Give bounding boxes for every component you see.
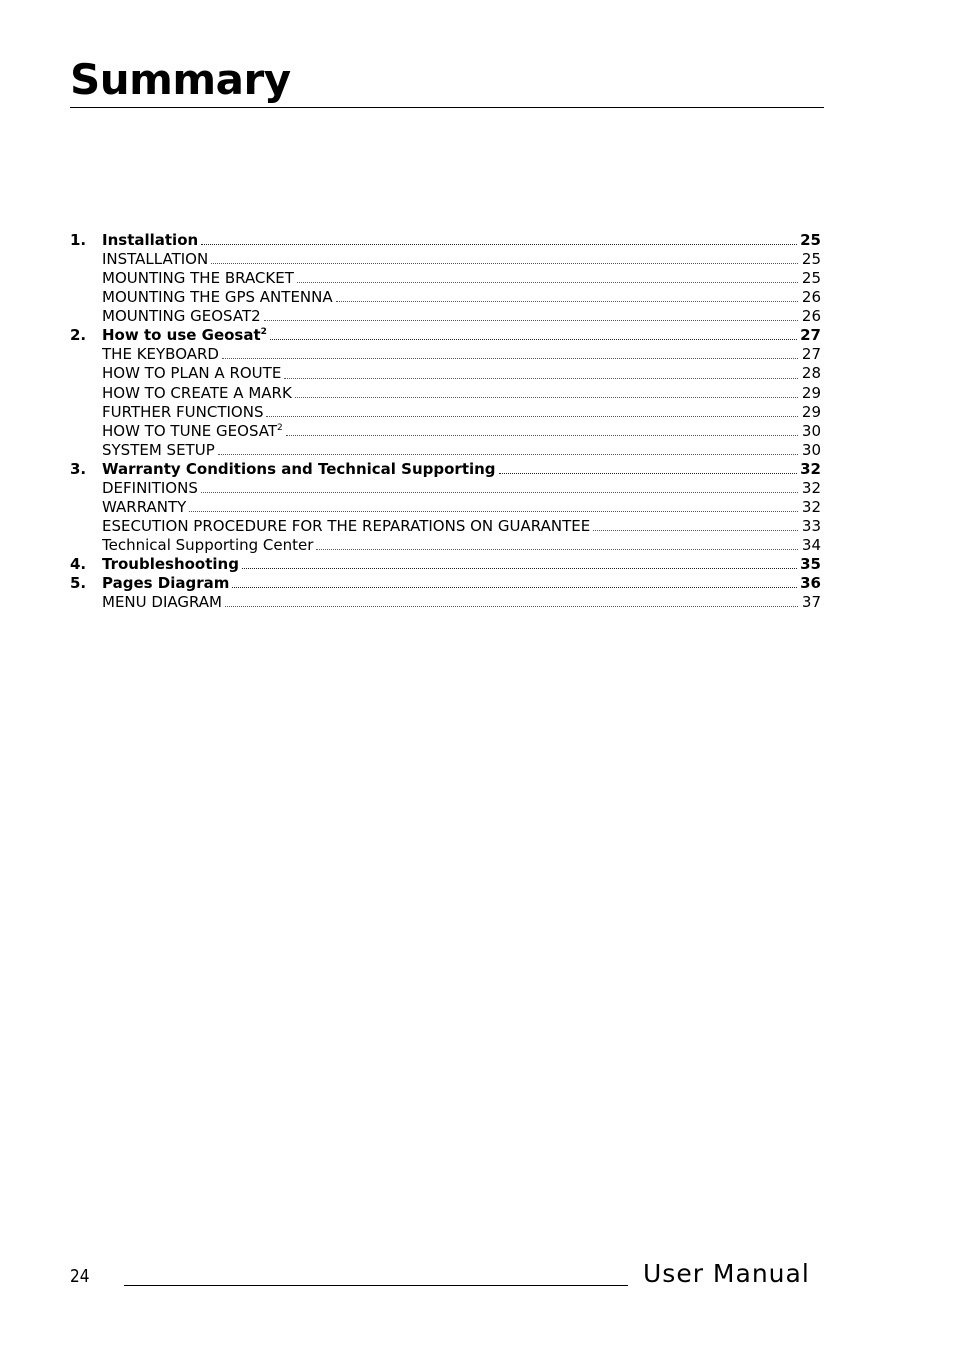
toc-dot-leader — [242, 564, 797, 569]
page-number: 24 — [70, 1266, 90, 1287]
toc-entry-page: 26 — [801, 307, 821, 326]
toc-entry-label — [102, 479, 198, 498]
toc-entry-label-text: ESECUTION PROCEDURE FOR THE REPARATIONS ON GUARANTEE — [102, 516, 591, 535]
toc-entry-superscript: 2 — [277, 422, 283, 433]
toc-dot-leader — [225, 602, 798, 607]
toc-entry-page: 29 — [801, 383, 821, 402]
toc-dot-leader — [266, 412, 798, 417]
toc-entry-label — [102, 574, 229, 593]
toc-section-entry[interactable] — [70, 288, 821, 307]
toc-entry-page: 35 — [800, 555, 821, 574]
toc-entry-label-text: DEFINITIONS — [102, 478, 198, 497]
toc-dot-leader — [222, 354, 798, 359]
toc-entry-page: 30 — [801, 440, 821, 459]
toc-entry-label — [102, 593, 222, 612]
toc-entry-label-text: How to use Geosat — [102, 326, 261, 345]
toc-section-entry[interactable] — [70, 422, 821, 441]
toc-entry-page: 33 — [801, 516, 821, 535]
toc-section-entry[interactable] — [70, 364, 821, 383]
toc-dot-leader — [286, 431, 798, 436]
toc-dot-leader — [316, 545, 798, 550]
toc-section-entry[interactable] — [70, 479, 821, 498]
toc-entry-label — [102, 288, 333, 307]
toc-entry-label — [102, 364, 281, 383]
toc-section-entry[interactable] — [70, 307, 821, 326]
toc-entry-label — [102, 403, 263, 422]
footer-divider — [124, 1285, 628, 1286]
toc-entry-label-text: WARRANTY — [102, 497, 187, 516]
toc-entry-page: 25 — [801, 250, 821, 269]
toc-chapter-entry[interactable] — [70, 231, 821, 250]
toc-entry-label — [102, 517, 590, 536]
toc-entry-number: 2. — [70, 326, 87, 345]
toc-entry-label-text: Pages Diagram — [102, 574, 230, 593]
toc-dot-leader — [270, 335, 797, 340]
toc-entry-number: 5. — [70, 574, 87, 593]
toc-dot-leader — [264, 316, 798, 321]
toc-entry-label-text: Installation — [102, 231, 199, 249]
toc-section-entry[interactable] — [70, 403, 821, 422]
toc-entry-label-text: HOW TO TUNE GEOSAT — [102, 421, 277, 440]
toc-section-entry[interactable] — [70, 345, 821, 364]
toc-section-entry[interactable] — [70, 269, 821, 288]
toc-entry-number: 1. — [70, 231, 87, 249]
toc-entry-label — [102, 555, 239, 574]
toc-section-entry[interactable] — [70, 250, 821, 269]
toc-entry-label-text: Technical Supporting Center — [102, 536, 314, 554]
toc-entry-label-text: HOW TO CREATE A MARK — [102, 383, 292, 402]
toc-entry-label — [102, 345, 219, 364]
toc-dot-leader — [189, 507, 798, 512]
toc-entry-page: 37 — [801, 593, 821, 612]
toc-entry-label — [102, 269, 294, 288]
toc-dot-leader — [336, 297, 798, 302]
toc-entry-label-text: Troubleshooting — [102, 555, 239, 574]
toc-chapter-entry[interactable] — [70, 460, 821, 479]
toc-section-entry[interactable] — [70, 384, 821, 403]
toc-entry-page: 30 — [801, 421, 821, 440]
toc-entry-label — [102, 441, 215, 460]
toc-entry-superscript: 2 — [260, 327, 267, 338]
toc-entry-label — [102, 384, 292, 403]
toc-dot-leader — [232, 583, 797, 588]
toc-entry-label-text: THE KEYBOARD — [102, 345, 219, 364]
toc-entry-number: 4. — [70, 555, 87, 574]
toc-entry-number: 3. — [70, 459, 87, 478]
title-divider — [70, 107, 824, 108]
table-of-contents — [70, 231, 821, 612]
toc-entry-label — [102, 250, 208, 269]
toc-section-entry[interactable] — [70, 498, 821, 517]
toc-entry-label — [102, 498, 186, 517]
toc-dot-leader — [211, 259, 798, 264]
toc-entry-label — [102, 307, 261, 326]
toc-entry-page: 26 — [801, 288, 821, 307]
toc-entry-page: 36 — [800, 574, 821, 593]
toc-dot-leader — [201, 488, 798, 493]
toc-entry-label-text: HOW TO PLAN A ROUTE — [102, 364, 282, 383]
toc-entry-page: 29 — [801, 402, 821, 421]
toc-entry-label — [102, 422, 283, 441]
toc-chapter-entry[interactable] — [70, 326, 821, 345]
toc-dot-leader — [297, 278, 798, 283]
toc-entry-page: 32 — [801, 497, 821, 516]
toc-dot-leader — [201, 240, 797, 245]
toc-entry-label-text: MENU DIAGRAM — [102, 593, 222, 612]
toc-entry-label-text: SYSTEM SETUP — [102, 440, 215, 459]
toc-entry-page: 28 — [801, 364, 821, 383]
toc-section-entry[interactable] — [70, 517, 821, 536]
toc-entry-label-text: INSTALLATION — [102, 250, 209, 269]
toc-entry-page: 27 — [800, 326, 821, 345]
toc-entry-label-text: MOUNTING GEOSAT2 — [102, 307, 261, 326]
toc-entry-label-text: MOUNTING THE GPS ANTENNA — [102, 288, 333, 307]
toc-section-entry[interactable] — [70, 593, 821, 612]
toc-dot-leader — [593, 526, 798, 531]
toc-entry-label — [102, 536, 313, 555]
toc-entry-page: 32 — [801, 478, 821, 497]
toc-entry-label — [102, 326, 267, 345]
page-title: Summary — [70, 55, 291, 104]
toc-entry-label-text: Warranty Conditions and Technical Supporting — [102, 459, 496, 478]
toc-dot-leader — [284, 374, 798, 379]
toc-entry-label — [102, 460, 496, 479]
toc-entry-page: 32 — [800, 459, 821, 478]
toc-dot-leader — [218, 450, 798, 455]
footer-brand: User Manual — [643, 1259, 810, 1288]
toc-section-entry[interactable] — [70, 441, 821, 460]
toc-entry-page: 25 — [801, 269, 821, 288]
toc-chapter-entry[interactable] — [70, 574, 821, 593]
toc-entry-page: 25 — [800, 231, 821, 249]
toc-entry-label-text: MOUNTING THE BRACKET — [102, 269, 294, 288]
toc-section-entry[interactable] — [70, 536, 821, 555]
toc-dot-leader — [295, 393, 798, 398]
toc-entry-label-text: FURTHER FUNCTIONS — [102, 402, 264, 421]
toc-entry-page: 27 — [801, 345, 821, 364]
toc-entry-page: 34 — [801, 536, 821, 554]
toc-dot-leader — [499, 469, 798, 474]
toc-chapter-entry[interactable] — [70, 555, 821, 574]
toc-entry-label — [102, 231, 198, 250]
